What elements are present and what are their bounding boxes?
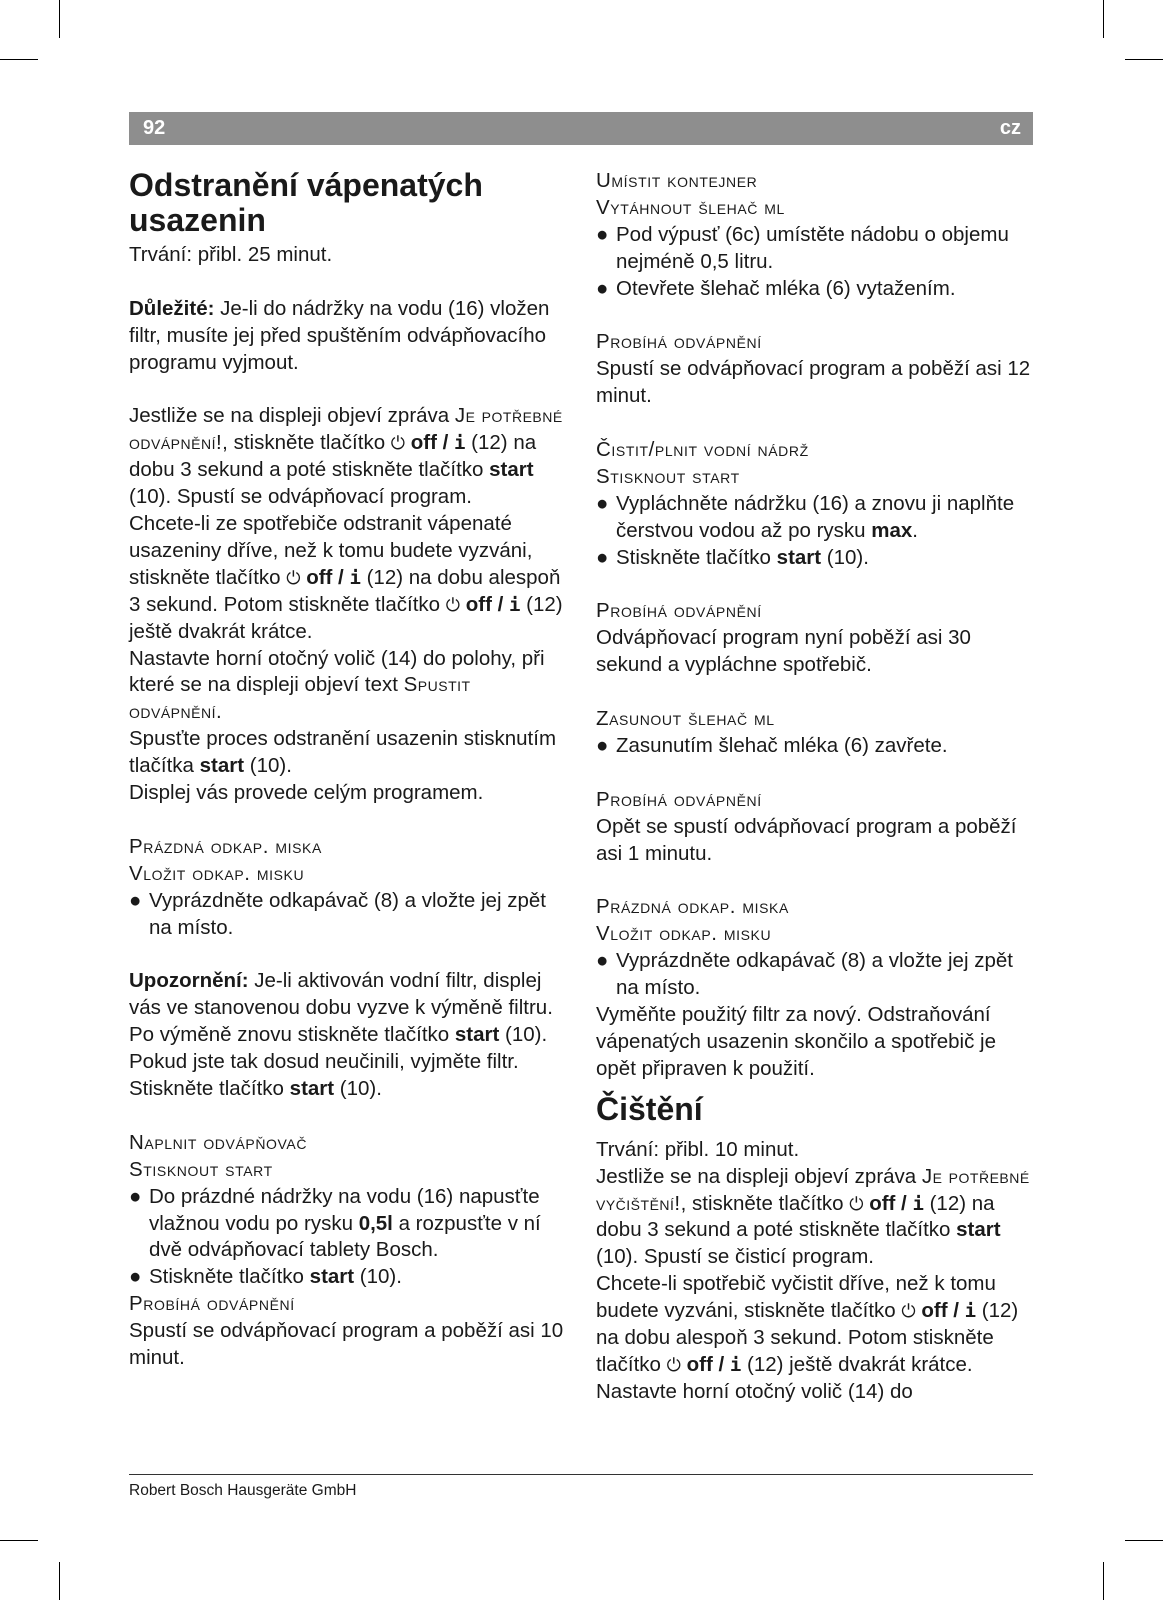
list-item: ● Zasunutím šlehač mléka (6) zavřete.	[596, 733, 948, 757]
display-message: Vložit odkap. misku	[129, 861, 305, 885]
note-paragraph: Upozornění: Je-li aktivován vodní filtr, displej vás ve stanovenou dobu vyzve k výměně filtru. Po výměně znovu stiskněte tlačítko start (10). Pokud jste tak dosud neučinili, vyjměte filtr. Stiskněte tlačítko start (10).	[129, 969, 553, 1101]
power-icon: ⏻	[666, 1354, 681, 1375]
power-icon: ⏻	[445, 594, 461, 615]
display-message: Probíhá odvápnění	[596, 599, 762, 623]
power-icon: ⏻	[849, 1193, 864, 1214]
display-message: Prázdná odkap. miska	[596, 895, 789, 919]
paragraph: Opět se spustí odvápňovací program a poběží asi 1 minutu.	[596, 814, 1017, 865]
display-message: Prázdná odkap. miska	[129, 834, 322, 858]
display-message: Zasunout šlehač ml	[596, 707, 775, 731]
display-message: Je potřebné vyčištění!	[596, 1164, 1030, 1215]
list-item: ● Vypláchněte nádržku (16) a znovu ji naplňte čerstvou vodou až po rysku max.	[596, 491, 1015, 542]
paragraph: Chcete-li spotřebič vyčistit dříve, než k tomu budete vyzváni, stiskněte tlačítko ⏻ off / i (12) na dobu alespoň 3 sekund. Potom stiskněte tlačítko ⏻ off / i (12) ještě dvakrát krátce. Nastavte horní otočný volič (14) do	[596, 1272, 1019, 1403]
crop-mark	[1103, 1562, 1104, 1600]
footer-rule	[129, 1474, 1033, 1475]
page-header-bar	[129, 112, 1033, 145]
important-paragraph: Důležité: Je-li do nádržky na vodu (16) vložen filtr, musíte jej před spuštěním odvápňovacího programu vyjmout.	[129, 296, 550, 374]
display-message: Probíhá odvápnění	[596, 787, 762, 811]
list-item: ● Stiskněte tlačítko start (10).	[129, 1265, 402, 1289]
right-column	[596, 168, 1036, 1406]
paragraph: Nastavte horní otočný volič (14) do polohy, při které se na displeji objeví text Spustit odvápnění.	[129, 646, 545, 724]
display-message: Stisknout start	[129, 1157, 273, 1181]
paragraph: Spustí se odvápňovací program a poběží asi 12 minut.	[596, 357, 1031, 408]
display-message: Vytáhnout šlehač ml	[596, 195, 785, 219]
paragraph: Jestliže se na displeji objeví zpráva Je potřebné vyčištění!, stiskněte tlačítko ⏻ off / i (12) na dobu 3 sekund a poté stiskněte tlačítko start (10). Spustí se čisticí program.	[596, 1164, 1030, 1269]
paragraph: Jestliže se na displeji objeví zpráva Je potřebné odvápnění!, stiskněte tlačítko ⏻ off / i (12) na dobu 3 sekund a poté stiskněte tlačítko start (10). Spustí se odvápňovací program.	[129, 404, 563, 509]
list-item: ● Vyprázdněte odkapávač (8) a vložte jej zpět na místo.	[596, 949, 1013, 1000]
crop-mark	[1125, 1540, 1163, 1541]
power-icon: ⏻	[390, 433, 406, 454]
crop-mark	[1103, 0, 1104, 38]
paragraph: Spusťte proces odstranění usazenin stisknutím tlačítka start (10).	[129, 727, 557, 778]
crop-mark	[0, 59, 38, 60]
list-item: ● Otevřete šlehač mléka (6) vytažením.	[596, 276, 956, 300]
paragraph: Vyměňte použitý filtr za nový. Odstraňování vápenatých usazenin skončilo a spotřebič je opět připraven k použití.	[596, 1003, 996, 1080]
crop-mark	[1125, 59, 1163, 60]
display-message: Umístit kontejner	[596, 169, 758, 192]
list-item: ● Do prázdné nádržky na vodu (16) napusťte vlažnou vodu po rysku 0,5l a rozpusťte v ní dvě odvápňovací tablety Bosch.	[129, 1184, 541, 1262]
list-item: ● Pod výpusť (6c) umístěte nádobu o objemu nejméně 0,5 litru.	[596, 222, 1009, 273]
power-icon: ⏻	[286, 567, 301, 588]
display-message: Stisknout start	[596, 464, 740, 488]
paragraph: Spustí se odvápňovací program a poběží asi 10 minut.	[129, 1319, 564, 1370]
section-title-descaling: Odstranění vápenatých usazenin	[129, 167, 483, 238]
paragraph: Odvápňovací program nyní poběží asi 30 sekund a vypláchne spotřebič.	[596, 626, 971, 677]
display-message: Naplnit odvápňovač	[129, 1130, 308, 1154]
display-message: Je potřebné odvápnění!	[129, 404, 563, 455]
paragraph: Chcete-li ze spotřebiče odstranit vápenaté usazeniny dříve, než k tomu budete vyzváni, stiskněte tlačítko ⏻ off / i (12) na dobu alespoň 3 sekund. Potom stiskněte tlačítko ⏻ off / i (12) ještě dvakrát krátce.	[129, 512, 563, 643]
section-title-cleaning: Čištění	[596, 1090, 703, 1127]
crop-mark	[0, 1540, 38, 1541]
crop-mark	[59, 1562, 60, 1600]
paragraph: Displej vás provede celým programem.	[129, 781, 484, 805]
crop-mark	[59, 0, 60, 38]
display-message: Čistit/plnit vodní nádrž	[596, 438, 809, 462]
page-number: 92	[143, 117, 166, 139]
display-message: Probíhá odvápnění	[129, 1292, 295, 1316]
display-message: Spustit odvápnění	[129, 673, 471, 724]
list-item: ● Vyprázdněte odkapávač (8) a vložte jej zpět na místo.	[129, 888, 546, 939]
left-column	[129, 168, 567, 1372]
display-message: Vložit odkap. misku	[596, 922, 772, 946]
language-code: cz	[999, 117, 1021, 139]
display-message: Probíhá odvápnění	[596, 330, 762, 354]
list-item: ● Stiskněte tlačítko start (10).	[596, 545, 869, 569]
duration: Trvání: přibl. 25 minut.	[129, 243, 333, 266]
power-icon: ⏻	[901, 1301, 916, 1322]
footer-company: Robert Bosch Hausgeräte GmbH	[129, 1482, 357, 1499]
duration: Trvání: přibl. 10 minut.	[596, 1137, 800, 1161]
